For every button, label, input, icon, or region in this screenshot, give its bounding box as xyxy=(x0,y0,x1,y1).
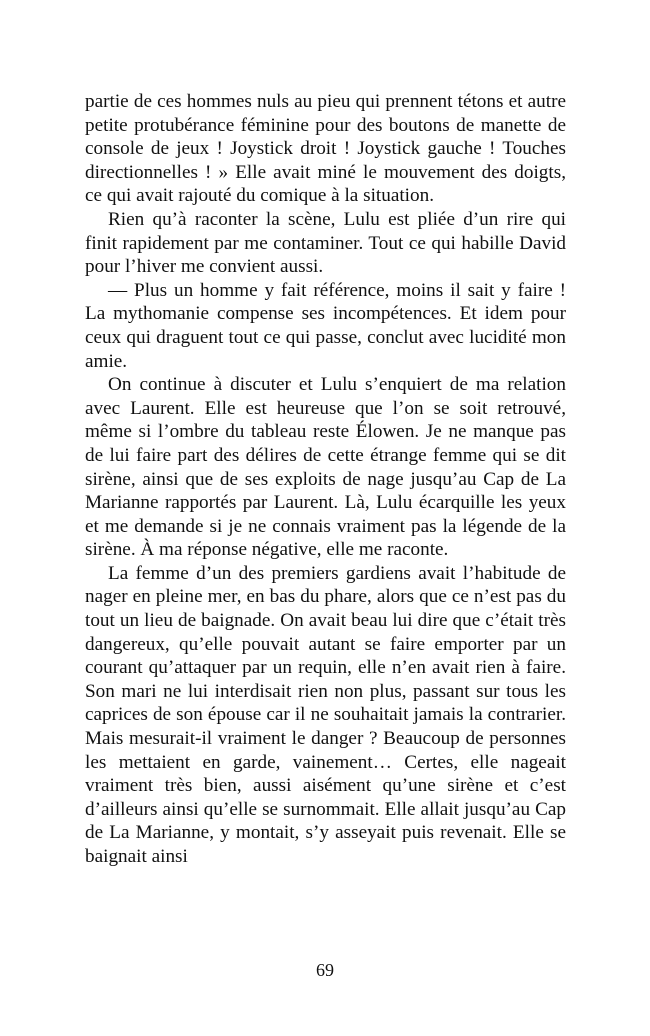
paragraph-continuation: partie de ces hommes nuls au pieu qui prennent tétons et autre petite protubérance féminine pour des boutons de manette de console de jeux ! Joystick droit ! Joystick gauche ! Touches directionnelles ! » Elle avait miné le mouvement des doigts, ce qui avait rajouté du comique à la situation. xyxy=(85,91,566,207)
paragraph-dialogue: — Plus un homme y fait référence, moins il sait y faire ! La mythomanie compense ses incompétences. Et idem pour ceux qui draguent tout ce qui passe, conclut avec lucidité mon amie. xyxy=(85,279,566,372)
paragraph: La femme d’un des premiers gardiens avait l’habitude de nager en pleine mer, en bas du phare, alors que ce n’est pas du tout un lieu de baignade. On avait beau lui dire que c’était très dangereux, qu’elle pouvait autant se faire emporter par un courant qu’attaquer par un requin, elle n’en avait rien à faire. Son mari ne lui interdisait rien non plus, passant sur tous les caprices de son épouse car il ne souhaitait jamais la contrarier. Mais mesurait-il vraiment le danger ? Beaucoup de personnes les mettaient en garde, vainement… Certes, elle nageait vraiment très bien, aussi aisément qu’une sirène et c’est d’ailleurs ainsi qu’elle se surnommait. Elle allait jusqu’au Cap de La Marianne, y montait, s’y asseyait puis revenait. Elle se baignait ainsi xyxy=(85,562,566,867)
page-body-text xyxy=(85,90,566,869)
paragraph: Rien qu’à raconter la scène, Lulu est pliée d’un rire qui finit rapidement par me contaminer. Tout ce qui habille David pour l’hiver me convient aussi. xyxy=(85,208,566,278)
page-number: 69 xyxy=(316,960,334,980)
paragraph: On continue à discuter et Lulu s’enquiert de ma relation avec Laurent. Elle est heureuse que l’on se soit retrouvé, même si l’ombre du tableau reste Élowen. Je ne manque pas de lui faire part des délires de cette étrange femme qui se dit sirène, ainsi que de ses exploits de nage jusqu’au Cap de La Marianne rapportés par Laurent. Là, Lulu écarquille les yeux et me demande si je ne connais vraiment pas la légende de la sirène. À ma réponse négative, elle me raconte. xyxy=(85,374,566,561)
